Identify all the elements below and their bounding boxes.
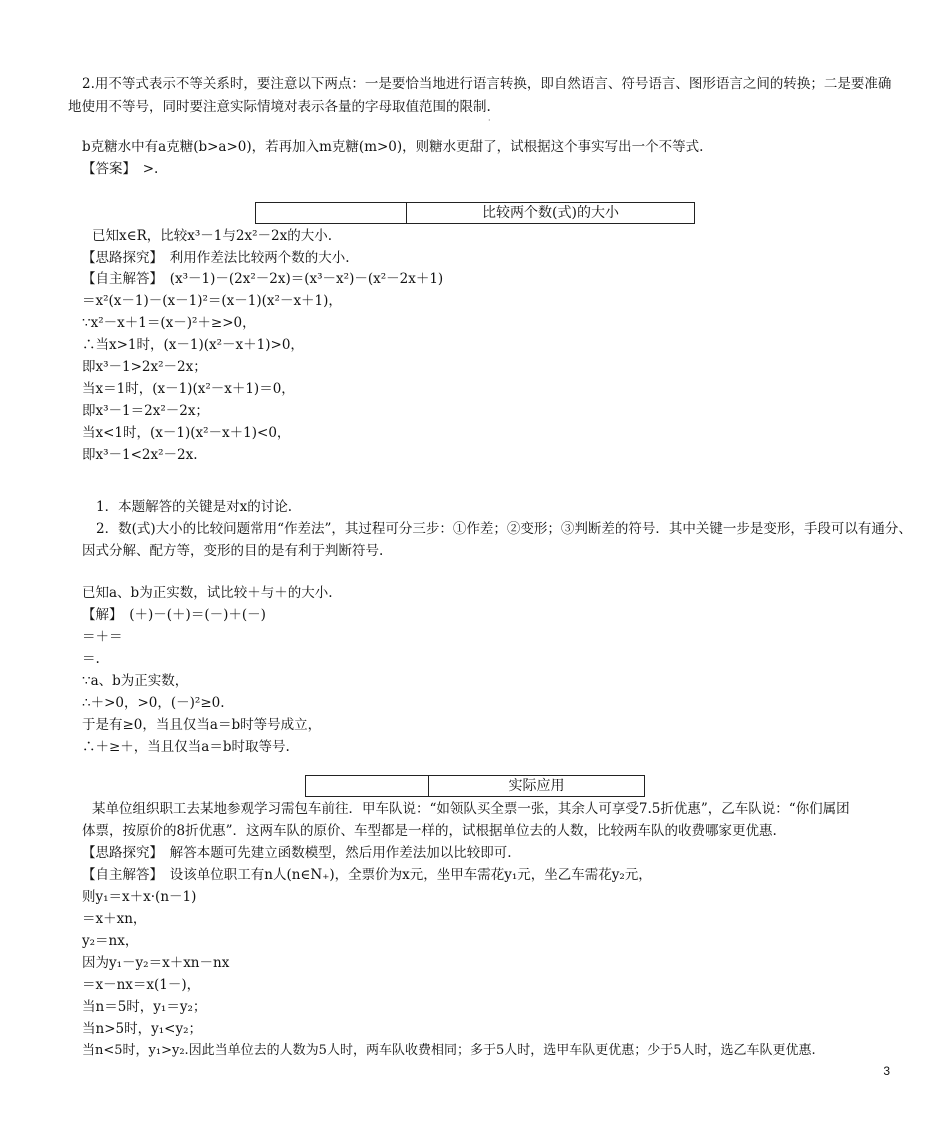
example2-question: 已知a、b为正实数，试比较＋与＋的大小. — [82, 585, 333, 601]
example3-solution-line: 则y₁＝x＋x·(n－1) — [82, 889, 197, 905]
example2-solution-line: 于是有≥0，当且仅当a＝b时等号成立， — [82, 717, 322, 733]
example2-solution-line: ∵a、b为正实数， — [82, 673, 189, 689]
page-number: 3 — [883, 1064, 890, 1078]
example3-solution-line: 当n＝5时，y₁＝y₂； — [82, 999, 207, 1015]
section-header-compare — [255, 202, 695, 224]
scan-dot: · — [488, 116, 491, 125]
example3-solution-line: ＝x－nx＝x(1－)， — [82, 977, 201, 993]
example1-solution-line: 即x³－1<2x²－2x. — [82, 447, 198, 463]
example3-solution-line: 当n<5时，y₁>y₂.因此当单位去的人数为5人时，两车队收费相同；多于5人时，选甲车队更优惠；少于5人时，选乙车队更优惠. — [82, 1043, 816, 1058]
example1-solution-line: 【自主解答】 (x³－1)－(2x²－2x)＝(x³－x²)－(x²－2x＋1) — [82, 271, 444, 287]
example1-solution-line: 当x<1时，(x－1)(x²－x＋1)<0， — [82, 425, 291, 441]
example1-solution-line: 当x＝1时，(x－1)(x²－x＋1)＝0， — [82, 381, 295, 397]
section-title-compare: 比较两个数(式)的大小 — [482, 205, 619, 221]
summary1-point1: 1．本题解答的关键是对x的讨论. — [96, 499, 292, 515]
example1-solution-line: ∵x²－x＋1＝(x－)²＋≥>0， — [82, 315, 256, 331]
example3-solution-line: 当n>5时，y₁<y₂； — [82, 1021, 202, 1037]
note-line-2: 地使用不等号，同时要注意实际情境对表示各量的字母取值范围的限制. — [68, 99, 491, 115]
example2-solution-line: 【解】 (＋)－(＋)＝(－)＋(－) — [82, 607, 266, 623]
example3-solution-line: 因为y₁－y₂＝x＋xn－nx — [82, 955, 230, 971]
example3-question-line2: 体票，按原价的8折优惠”．这两车队的原价、车型都是一样的，试根据单位去的人数，比较两车队的收费哪家更优惠. — [82, 823, 777, 839]
example3-question-line1: 某单位组织职工去某地参观学习需包车前往．甲车队说：“如领队买全票一张，其余人可享受7.5折优惠”，乙车队说：“你们属团 — [92, 801, 850, 817]
example3-idea: 【思路探究】 解答本题可先建立函数模型，然后用作差法加以比较即可. — [82, 845, 512, 861]
example1-solution-line: 即x³－1＝2x²－2x； — [82, 403, 209, 419]
summary1-point2-line2: 因式分解、配方等，变形的目的是有利于判断符号. — [82, 543, 384, 559]
section-title-application: 实际应用 — [508, 778, 565, 794]
example0-answer: 【答案】 >. — [82, 161, 159, 177]
example2-solution-line: ∴＋≥＋，当且仅当a＝b时取等号. — [82, 739, 290, 755]
example1-solution-line: ∴当x>1时，(x－1)(x²－x＋1)>0， — [82, 337, 304, 353]
example3-solution-line: ＝x＋xn， — [82, 911, 147, 927]
note-line-1: 2.用不等式表示不等关系时，要注意以下两点：一是要恰当地进行语言转换，即自然语言、符号语言、图形语言之间的转换；二是要准确 — [82, 76, 892, 92]
example1-solution-line: 即x³－1>2x²－2x； — [82, 359, 207, 375]
example3-solution-line: y₂＝nx， — [82, 933, 139, 949]
example2-solution-line: ∴＋>0，>0，(－)²≥0. — [82, 695, 225, 711]
example1-question: 已知x∈R，比较x³－1与2x²－2x的大小. — [92, 228, 332, 244]
example1-idea: 【思路探究】 利用作差法比较两个数的大小. — [82, 250, 350, 266]
section-header-application — [305, 775, 645, 797]
example2-solution-line: ＝＋＝ — [82, 629, 123, 645]
summary1-point2-line1: 2．数(式)大小的比较问题常用“作差法”，其过程可分三步：①作差；②变形；③判断差的符号．其中关键一步是变形，手段可以有通分、 — [96, 521, 912, 537]
example0-question: b克糖水中有a克糖(b>a>0)，若再加入m克糖(m>0)，则糖水更甜了，试根据这个事实写出一个不等式. — [82, 139, 704, 155]
example2-solution-line: ＝. — [82, 651, 100, 667]
example1-solution-line: ＝x²(x－1)－(x－1)²＝(x－1)(x²－x＋1)， — [82, 293, 342, 309]
example3-solution-line: 【自主解答】 设该单位职工有n人(n∈N₊)，全票价为x元，坐甲车需花y₁元，坐乙车需花y₂元， — [82, 867, 652, 883]
